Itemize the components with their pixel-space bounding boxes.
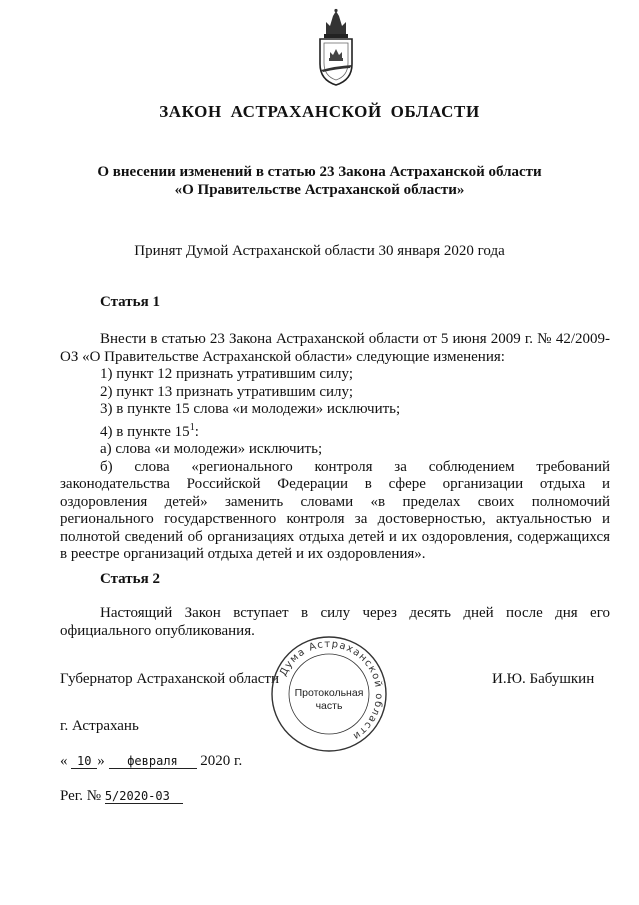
law-subtitle: [0, 163, 639, 199]
date-month: февраля: [109, 754, 197, 769]
adoption-line: Принят Думой Астраханской области 30 января 2020 года: [134, 243, 505, 259]
registration-number: 5/2020-03: [105, 789, 183, 804]
stamp-center-line-1: Протокольная: [294, 687, 364, 699]
date-day: 10: [71, 754, 97, 769]
stamp-center-line-2: часть: [315, 700, 343, 712]
article-1-item-4: [60, 419, 610, 442]
date-open-quote: «: [60, 753, 68, 769]
date-close-quote: »: [97, 753, 105, 769]
coat-of-arms-icon: [314, 8, 358, 88]
article-1-heading: Статья 1: [100, 294, 160, 310]
article-1-item-3: 3) в пункте 15 слова «и молодежи» исключить;: [100, 401, 401, 417]
article-2-heading: Статья 2: [100, 571, 160, 587]
article-2-text: Настоящий Закон вступает в силу через десять дней после дня его официального опубликования.: [60, 605, 610, 639]
law-title: ЗАКОН АСТРАХАНСКОЙ ОБЛАСТИ: [159, 102, 480, 121]
item-4-superscript: 1: [189, 421, 195, 433]
article-1-intro: Внести в статью 23 Закона Астраханской области от 5 июня 2009 г. № 42/2009-ОЗ «О Правительстве Астраханской области» следующие изменения:: [60, 331, 610, 365]
article-1-sub-b: б) слова «регионального контроля за соблюдением требований законодательства Российской Федерации в сфере организации отдыха и оздоровления детей» заменить словами «в пределах своих полномочий регионального государственного контроля за достоверностью, актуальностью и полнотой сведений об организациях отдыха детей и их оздоровления, содержащихся в реестре организаций отдыха детей и их оздоровления».: [60, 458, 610, 562]
registration-label: Рег. №: [60, 788, 102, 804]
place-of-signing: г. Астрахань: [60, 718, 139, 734]
article-1-item-1: 1) пункт 12 признать утратившим силу;: [100, 366, 354, 382]
date-year: 2020 г.: [200, 753, 243, 769]
article-1-body: [60, 331, 610, 564]
signing-date: [60, 753, 242, 770]
item-4-text: 4) в пункте 15: [100, 423, 190, 440]
signatory-name: И.Ю. Бабушкин: [492, 671, 595, 687]
subtitle-line-2: «О Правительстве Астраханской области»: [174, 182, 465, 198]
article-1-item-2: 2) пункт 13 признать утратившим силу;: [100, 383, 354, 400]
article-1-sub-a: а) слова «и молодежи» исключить;: [100, 441, 323, 457]
item-4-colon: :: [194, 423, 199, 440]
subtitle-line-1: О внесении изменений в статью 23 Закона Астраханской области: [97, 164, 542, 180]
stamp-ring-text: Дума Астраханской области: [277, 638, 385, 743]
registration-line: [60, 788, 183, 805]
signatory-position: Губернатор Астраханской области: [60, 671, 280, 687]
stamp-center-text: [287, 687, 371, 713]
